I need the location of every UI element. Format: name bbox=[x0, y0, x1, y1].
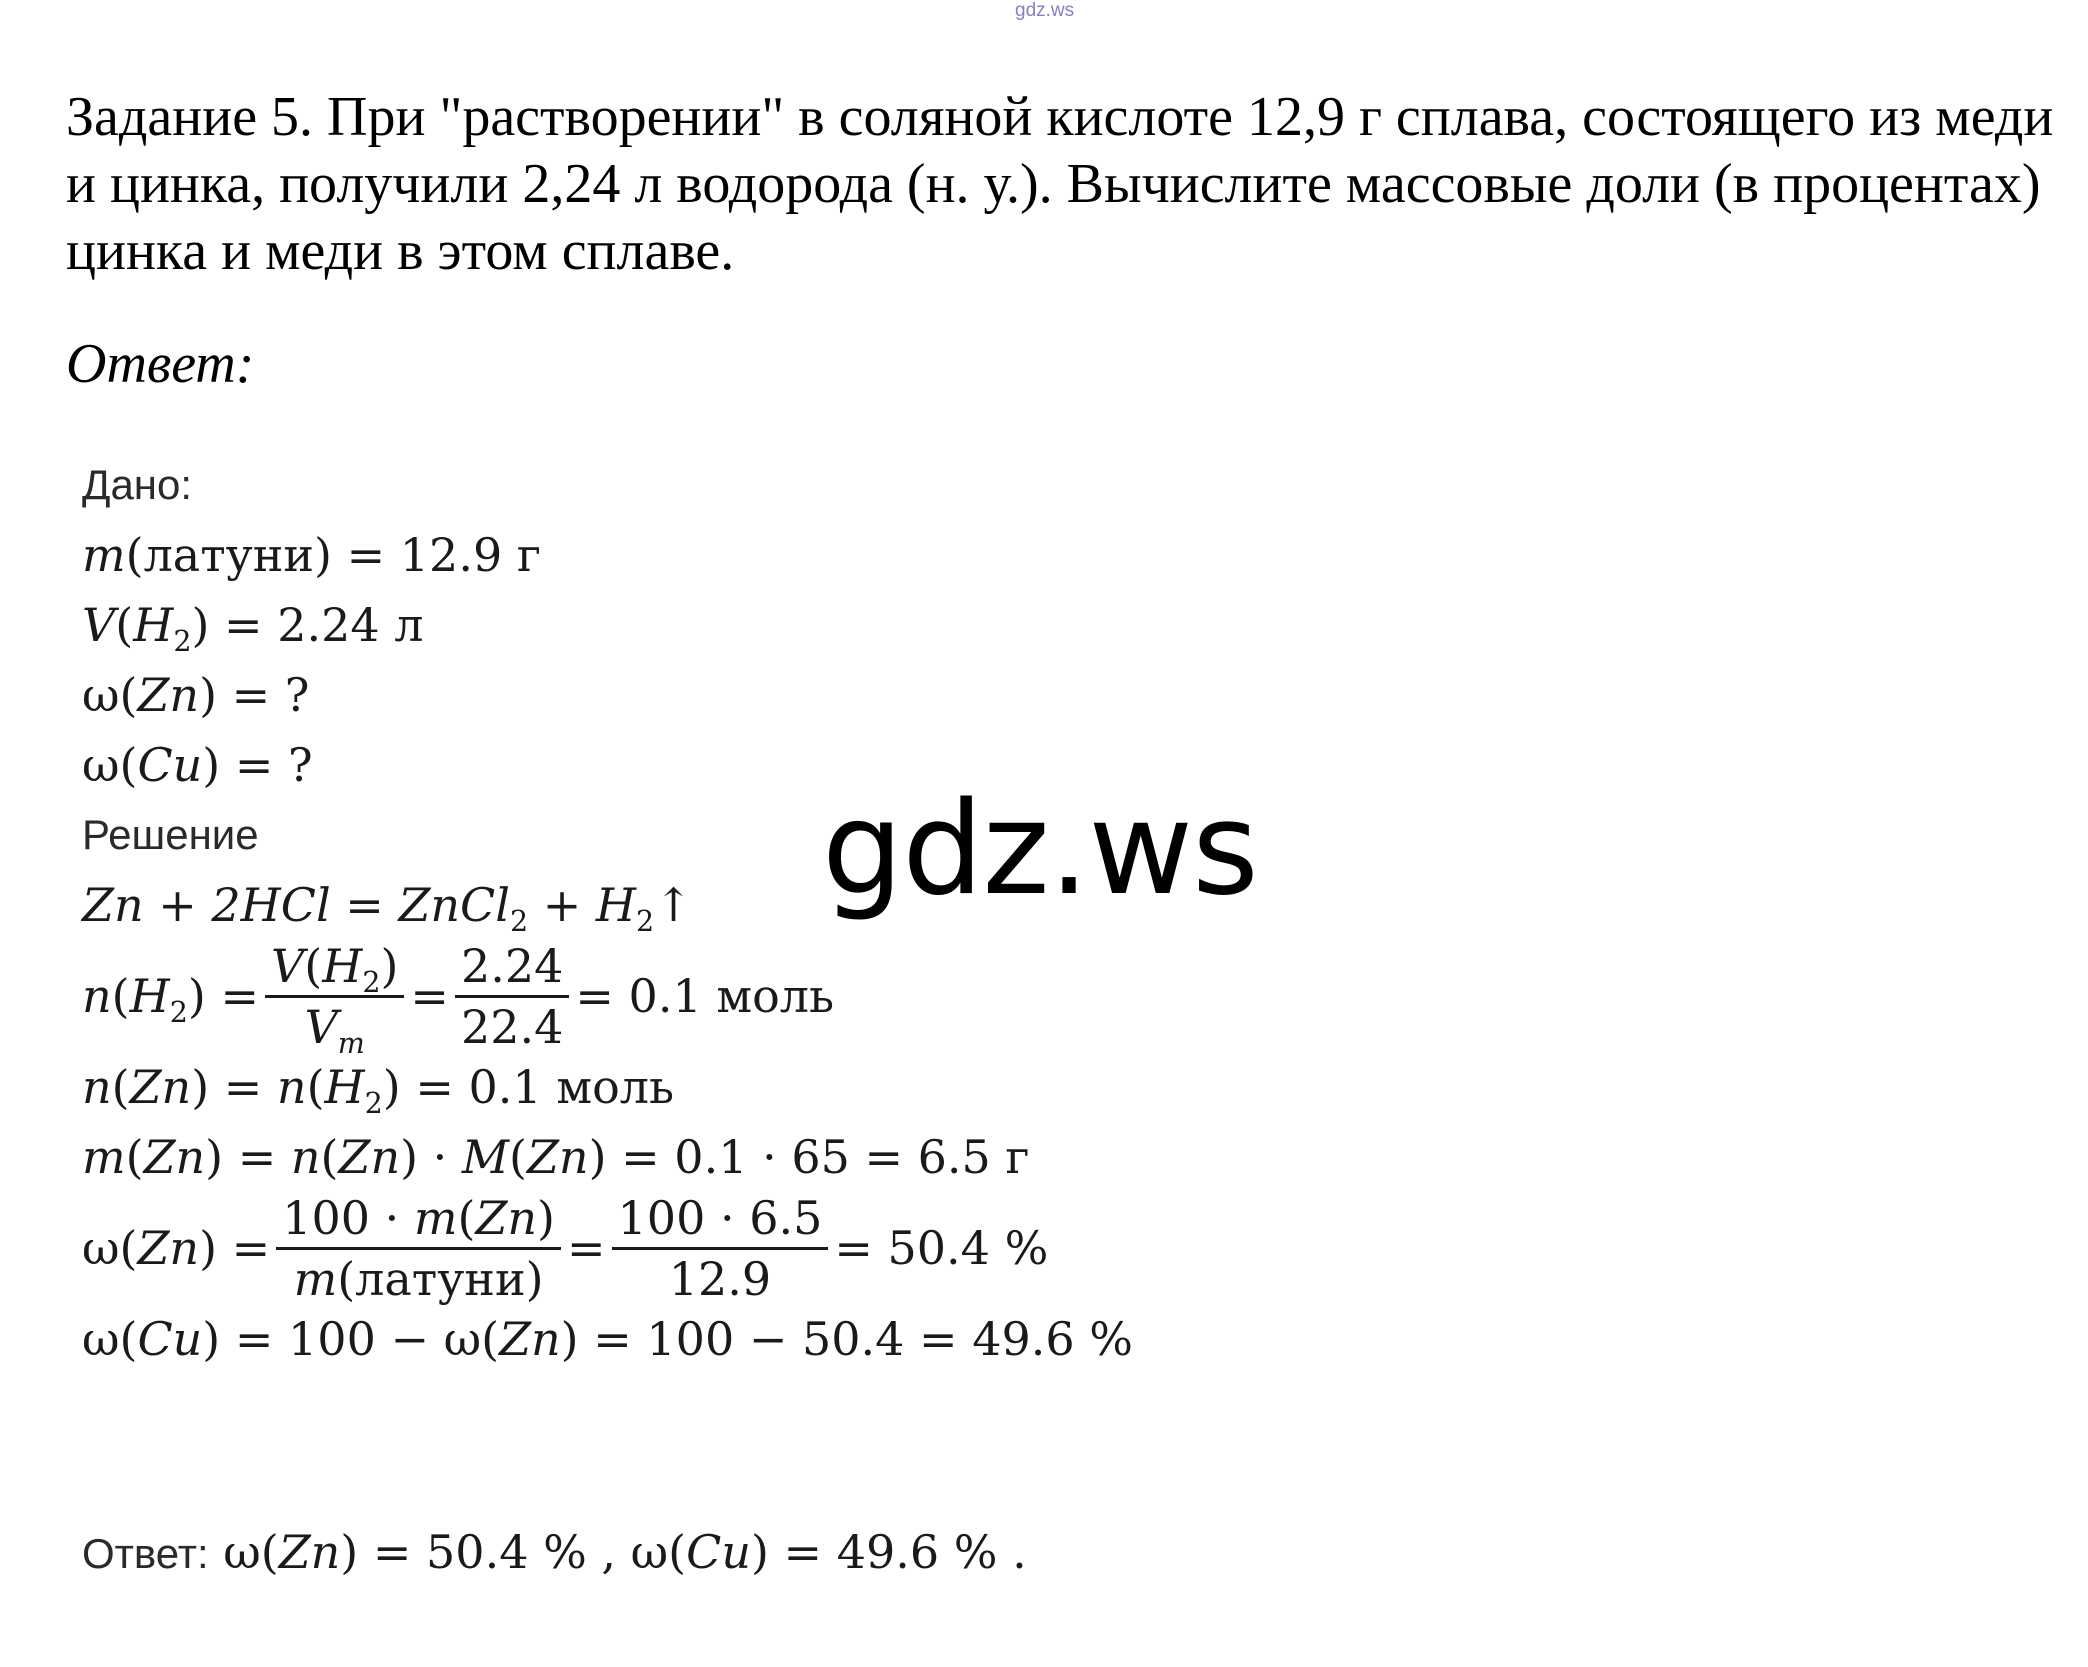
fraction-v-over-vm: $\frac{V(H_2)}{V_m}$ bbox=[265, 937, 404, 1056]
answer-heading: Ответ: bbox=[66, 333, 255, 395]
solution-label: Решение bbox=[82, 811, 259, 858]
fraction-values: $\frac{2.24}{22.4}$ bbox=[455, 937, 569, 1056]
fraction-mass-ratio: $\frac{100 \cdot m(Zn)}{\text{m(латуни)}}$ bbox=[276, 1189, 561, 1308]
up-arrow-icon: ↑ bbox=[654, 878, 693, 932]
watermark: gdz.ws bbox=[822, 775, 1258, 924]
task-statement: Задание 5. При "растворении" в соляной кислоте 12,9 г сплава, состоящего из меди и цинка, получили 2,24 л водорода (н. у.). Вычислите массовые доли (в процентах) цинка и меди в этом сплаве. bbox=[66, 86, 2054, 282]
site-mark-top: gdz.ws bbox=[1015, 0, 1075, 21]
given-label: Дано: bbox=[82, 461, 193, 508]
n-zn-formula: $n(Zn) = n(H_2) = 0.1$ моль bbox=[82, 1060, 675, 1120]
m-zn-formula: m(Zn) = n(Zn) · M(Zn) = 0.1 · 65 = 6.5 г bbox=[82, 1130, 1030, 1184]
w-zn-formula: ω(Zn) = $\frac{100 \cdot m(Zn)}{\text{m(латуни)}}$ = $\frac{100 \cdot 6.5}{12.9}$ = 50.4 % bbox=[82, 1190, 1049, 1306]
n-h2-formula: $n(H_2)$ = $\frac{V(H_2)}{V_m}$ = $\frac{2.24}{22.4}$ = 0.1 моль bbox=[82, 938, 835, 1060]
given-brass-mass: m(латуни) = 12.9 г bbox=[82, 528, 541, 582]
fraction-mass-values: $\frac{100 \cdot 6.5}{12.9}$ bbox=[612, 1189, 829, 1308]
w-cu-formula: ω(Cu) = 100 − ω(Zn) = 100 − 50.4 = 49.6 % bbox=[82, 1312, 1133, 1366]
given-w-zn: ω(Zn) = ? bbox=[82, 668, 310, 722]
given-h2-volume: $V(H_2) = 2.24$ л bbox=[82, 598, 424, 658]
final-answer: Ответ: ω(Zn) = 50.4 % , ω(Cu) = 49.6 % . bbox=[82, 1525, 1027, 1579]
given-w-cu: ω(Cu) = ? bbox=[82, 738, 313, 792]
reaction-equation: Zn + 2HCl = ZnCl$_2$ + $H_2↑$ bbox=[82, 878, 693, 938]
